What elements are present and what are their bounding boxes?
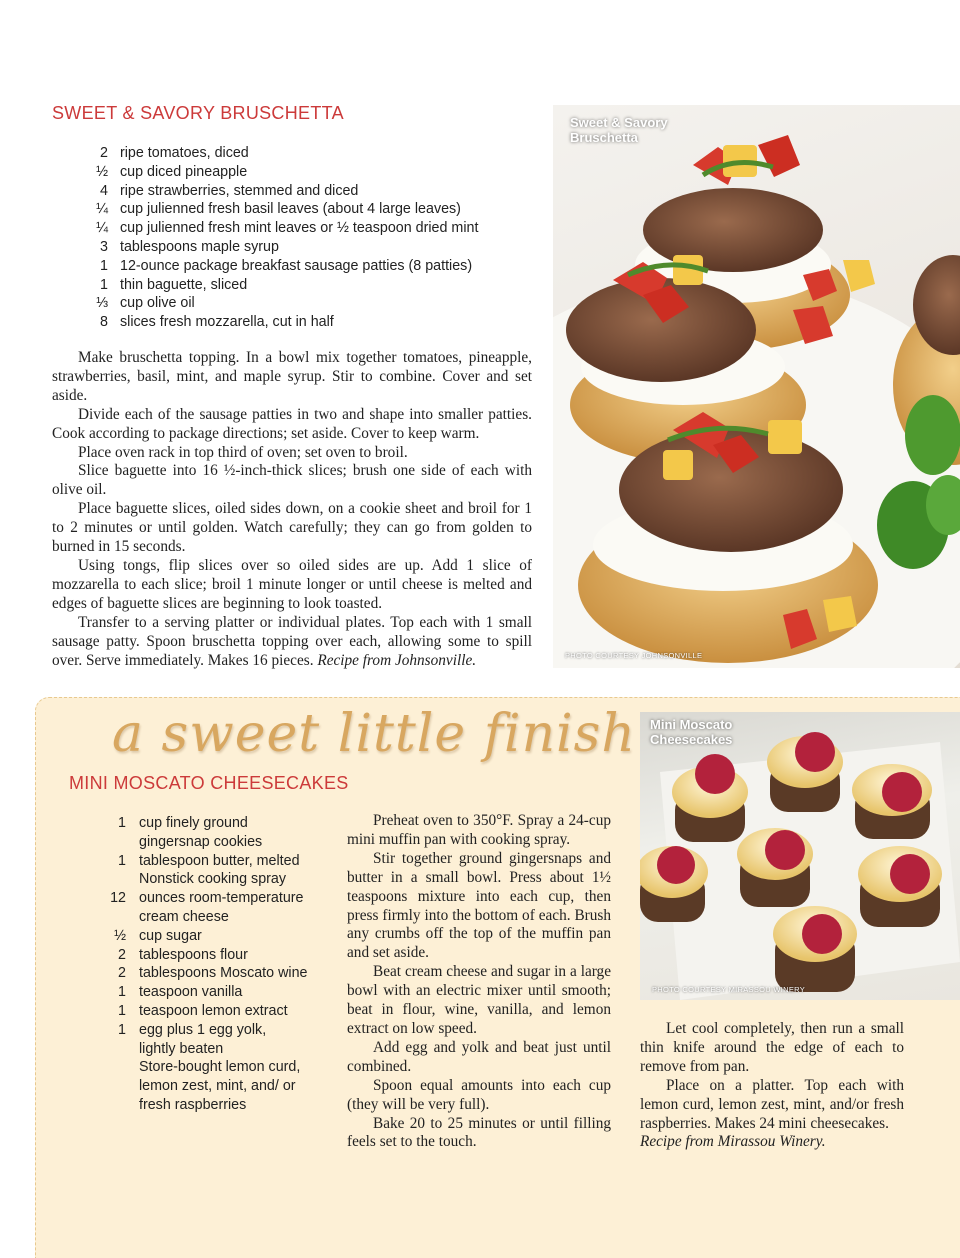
- ingredient-qty: ½: [96, 163, 108, 180]
- ingredient-text: cup finely ground gingersnap cookies: [139, 815, 263, 850]
- ingredient-text: cup diced pineapple: [120, 163, 248, 180]
- ingredient-text: cup sugar: [139, 927, 202, 944]
- photo-caption: Mini Moscato Cheesecakes: [650, 717, 733, 747]
- direction-text: Transfer to a serving platter or individual plates. Top each with 1 small sausage patty. Spoon bruschetta topping over each, allowing some to spill over. Serve immediately. Makes 16 pieces.: [52, 613, 532, 669]
- ingredient-list-bruschetta: [52, 144, 478, 332]
- ingredient-item: [52, 163, 478, 182]
- recipe-source-line: [640, 1133, 904, 1152]
- direction-step: Let cool completely, then run a small thin knife around the edge of each to remove from pan.: [640, 1020, 904, 1075]
- ingredient-item: [69, 964, 311, 983]
- ingredient-text: 12-ounce package breakfast sausage patties (8 patties): [120, 257, 473, 274]
- ingredient-qty: ⅓: [96, 295, 108, 312]
- ingredient-text: teaspoon lemon extract: [139, 1002, 288, 1019]
- ingredient-qty: ½: [114, 927, 126, 944]
- ingredient-item: [69, 1021, 311, 1059]
- cheesecakes-illustration: [640, 712, 960, 1000]
- ingredient-text: slices fresh mozzarella, cut in half: [120, 314, 334, 331]
- ingredient-qty: 4: [100, 182, 108, 199]
- ingredient-item: [69, 983, 311, 1002]
- ingredient-text: Nonstick cooking spray: [139, 871, 287, 888]
- ingredient-qty: 1: [118, 852, 126, 869]
- direction-step: Divide each of the sausage patties in two and shape into smaller patties. Cook according to package directions; set aside. Cover to keep warm.: [52, 405, 532, 442]
- ingredient-qty: 3: [100, 238, 108, 255]
- photo-caption: Sweet & Savory Bruschetta: [570, 115, 668, 145]
- ingredient-qty: ¼: [96, 201, 108, 218]
- ingredient-item: [69, 1058, 311, 1114]
- direction-step: Preheat oven to 350°F. Spray a 24-cup mini muffin pan with cooking spray.: [347, 812, 611, 848]
- ingredient-qty: 2: [118, 946, 126, 963]
- ingredient-qty: [69, 1058, 126, 1114]
- ingredient-item: [52, 257, 478, 276]
- ingredient-item: [52, 144, 478, 163]
- ingredient-text: tablespoons maple syrup: [120, 238, 279, 255]
- ingredient-list-cheesecakes: [69, 814, 311, 1115]
- ingredient-text: teaspoon vanilla: [139, 984, 243, 1001]
- ingredient-item: [69, 927, 311, 946]
- ingredient-text: cup julienned fresh basil leaves (about 4 large leaves): [120, 201, 461, 218]
- ingredient-item: [69, 814, 311, 852]
- ingredient-qty: 1: [100, 257, 108, 274]
- direction-step: Place on a platter. Top each with lemon curd, lemon zest, mint, and/or fresh raspberries. Makes 24 mini cheesecakes.: [640, 1076, 904, 1132]
- ingredient-qty: 1: [118, 1002, 126, 1019]
- ingredient-text: tablespoon butter, melted: [139, 852, 300, 869]
- direction-step: Beat cream cheese and sugar in a large bowl with an electric mixer until smooth; beat in flour, wine, vanilla, and lemon extract on low speed.: [347, 963, 611, 1037]
- ingredient-item: [69, 870, 311, 889]
- directions-cheesecakes-cont: [640, 1020, 904, 1152]
- direction-step: Place oven rack in top third of oven; set oven to broil.: [78, 443, 408, 461]
- ingredient-item: [69, 946, 311, 965]
- ingredient-text: thin baguette, sliced: [120, 276, 248, 293]
- ingredient-item: [69, 852, 311, 871]
- ingredient-qty: [69, 870, 126, 889]
- direction-step: Slice baguette into 16 ½-inch-thick slices; brush one side of each with olive oil.: [52, 462, 532, 499]
- recipe-title-cheesecakes: MINI MOSCATO CHEESECAKES: [69, 773, 349, 793]
- photo-credit: PHOTO COURTESY MIRASSOU WINERY: [652, 985, 806, 994]
- bruschetta-photo: [553, 105, 960, 668]
- ingredient-text: ripe tomatoes, diced: [120, 145, 249, 161]
- ingredient-item: [52, 276, 478, 295]
- direction-step: Bake 20 to 25 minutes or until filling feels set to the touch.: [347, 1114, 611, 1151]
- direction-step: Make bruschetta topping. In a bowl mix together tomatoes, pineapple, strawberries, basil, mint, and maple syrup. Stir to combine. Cover and set aside.: [52, 349, 532, 404]
- direction-step: Spoon equal amounts into each cup (they will be very full).: [347, 1076, 611, 1113]
- ingredient-qty: 8: [100, 314, 108, 331]
- recipe-title-bruschetta: SWEET & SAVORY BRUSCHETTA: [52, 103, 344, 123]
- direction-step: Add egg and yolk and beat just until combined.: [347, 1038, 611, 1075]
- ingredient-text: tablespoons flour: [139, 946, 248, 963]
- ingredient-qty: 1: [100, 276, 108, 293]
- ingredient-item: [69, 889, 311, 927]
- recipe-source: Recipe from Johnsonville.: [317, 651, 477, 669]
- directions-cheesecakes: [347, 812, 611, 1152]
- direction-step: [52, 614, 532, 671]
- ingredient-item: [52, 182, 478, 201]
- cheesecakes-photo: [640, 712, 960, 1000]
- ingredient-qty: 1: [118, 815, 126, 831]
- bruschetta-illustration: [553, 105, 960, 668]
- ingredient-qty: 2: [118, 965, 126, 982]
- ingredient-text: ripe strawberries, stemmed and diced: [120, 182, 359, 199]
- ingredient-text: tablespoons Moscato wine: [139, 965, 308, 982]
- ingredient-item: [69, 1002, 311, 1021]
- ingredient-text: cup julienned fresh mint leaves or ½ teaspoon dried mint: [120, 220, 479, 237]
- ingredient-qty: 1: [118, 1021, 126, 1038]
- ingredient-qty: ¼: [96, 220, 108, 237]
- ingredient-qty: 1: [118, 984, 126, 1001]
- ingredient-item: [52, 219, 478, 238]
- ingredient-text: ounces room-temperature cream cheese: [139, 890, 304, 925]
- directions-bruschetta: [52, 349, 532, 670]
- ingredient-item: [52, 294, 478, 313]
- ingredient-qty: 12: [110, 890, 126, 907]
- ingredient-qty: 2: [100, 145, 108, 161]
- ingredient-text: egg plus 1 egg yolk, lightly beaten: [139, 1021, 267, 1057]
- ingredient-item: [52, 238, 478, 257]
- ingredient-text: Store-bought lemon curd, lemon zest, mint, and/ or fresh raspberries: [139, 1059, 301, 1113]
- ingredient-item: [52, 200, 478, 219]
- direction-step: Stir together ground gingersnaps and butter in a small bowl. Press about 1½ teaspoons mixture into each cup, then press firmly into the bottom of each. Brush any crumbs off the top of the muffin pan and set aside.: [347, 849, 611, 962]
- direction-step: Place baguette slices, oiled sides down, on a cookie sheet and broil for 1 to 2 minutes or until golden. Watch carefully; they can go from golden to burned in 15 seconds.: [52, 500, 532, 556]
- photo-credit: PHOTO COURTESY JOHNSONVILLE: [565, 651, 703, 660]
- section-heading: a sweet little finish: [112, 704, 636, 764]
- ingredient-text: cup olive oil: [120, 295, 195, 312]
- direction-step: Using tongs, flip slices over so oiled sides are up. Add 1 slice of mozzarella to each slice; broil 1 minute longer or until cheese is melted and edges of baguette slices are beginning to look toasted.: [52, 556, 532, 612]
- ingredient-item: [52, 313, 478, 332]
- recipe-source: Recipe from Mirassou Winery.: [640, 1133, 826, 1151]
